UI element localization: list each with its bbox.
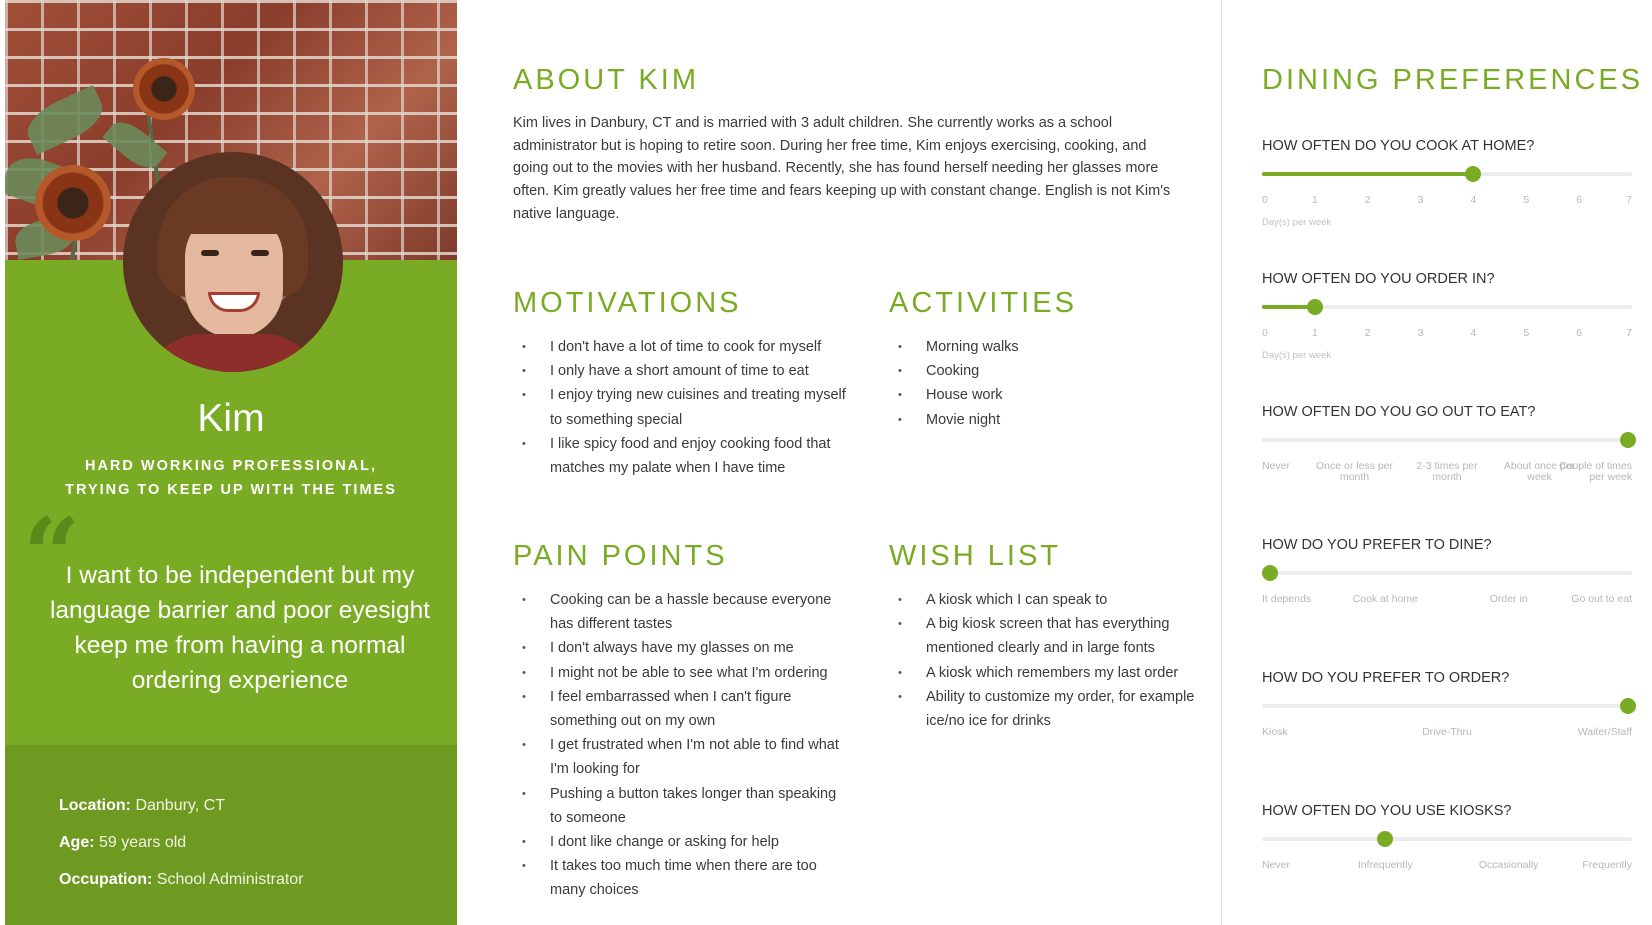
sunflower [133,58,195,120]
about-title: ABOUT KIM [513,64,699,96]
list-item: • Movie night [896,408,1216,432]
list-item: • Morning walks [896,335,1216,359]
question-label: HOW DO YOU PREFER TO ORDER? [1262,670,1510,686]
fact-location [59,795,304,832]
scale-label: 1 [1311,194,1318,206]
slider-track[interactable] [1262,172,1632,176]
persona-name: Kim [197,397,265,440]
leaf [20,85,109,155]
scale-label: Once or less per month [1315,460,1394,483]
preference-question [1262,401,1637,483]
list-item: • I feel embarrassed when I can't figure something out on my own [520,685,850,733]
list-item: • I don't have a lot of time to cook for myself [520,335,850,359]
slider-handle[interactable] [1307,299,1323,315]
preference-question [1262,667,1637,738]
question-label: HOW OFTEN DO YOU COOK AT HOME? [1262,138,1535,154]
scale-label: 1 [1311,327,1318,339]
scale-label: Cook at home [1352,593,1419,605]
scale-label: 7 [1626,194,1632,206]
slider-track[interactable] [1262,305,1632,309]
slider-track[interactable] [1262,438,1632,442]
slider-scale [1262,727,1632,757]
persona-facts [59,795,304,906]
sunflower [35,165,111,241]
scale-label: Go out to eat [1571,593,1632,605]
profile-panel [5,0,457,925]
question-label: HOW OFTEN DO YOU USE KIOSKS? [1262,803,1512,819]
list-item: • I don't always have my glasses on me [520,636,850,660]
persona-tagline [5,454,457,502]
preference-question [1262,534,1637,605]
list-item: • A kiosk which remembers my last order [896,661,1216,685]
fact-age [59,832,304,869]
fact-value: 59 years old [99,834,187,851]
scale-unit: Day(s) per week [1262,217,1332,228]
slider-scale [1262,860,1632,890]
list-item: • A kiosk which I can speak to [896,588,1216,612]
scale-label: 2-3 times per month [1416,460,1478,483]
list-item: • Cooking can be a hassle because everyone has different tastes [520,588,850,636]
wish-list [896,588,1216,733]
slider-handle[interactable] [1620,432,1636,448]
scale-label: About once per week [1503,460,1576,483]
quote-mark-icon: “ [23,496,81,614]
pain-points-title: PAIN POINTS [513,540,728,572]
slider-scale [1262,461,1632,491]
avatar [123,152,343,372]
scale-label: 0 [1262,327,1268,339]
tagline-line-2: TRYING TO KEEP UP WITH THE TIMES [65,482,397,498]
tagline-line-1: HARD WORKING PROFESSIONAL, [84,458,378,474]
scale-label: 4 [1470,194,1477,206]
scale-label: Occasionally [1478,859,1539,871]
slider-scale [1262,594,1632,624]
scale-label: Frequently [1582,859,1632,871]
scale-label: Never [1262,460,1291,472]
scale-label: 6 [1576,194,1583,206]
scale-unit: Day(s) per week [1262,350,1332,361]
scale-label: It depends [1262,593,1312,605]
scale-label: Kiosk [1262,726,1288,738]
scale-label: 4 [1470,327,1477,339]
motivations-list [520,335,850,480]
preference-question [1262,135,1637,228]
about-text: Kim lives in Danbury, CT and is married with 3 adult children. She currently works as a school administrator but is hoping to retire soon. During her free time, Kim enjoys exercising, cooking, and going out to the movies with her husband. Recently, she has found herself needing her glasses more often. Kim greatly values her free time and fears keeping up with constant change. English is not Kim's native language. [513,115,1171,222]
scale-label: Order in [1489,593,1528,605]
slider-fill [1262,172,1473,176]
slider-track[interactable] [1262,704,1632,708]
list-item: • I like spicy food and enjoy cooking food that matches my palate when I have time [520,432,850,480]
dining-preferences-title: DINING PREFERENCES [1262,64,1644,96]
scale-label: 7 [1626,327,1632,339]
question-label: HOW OFTEN DO YOU GO OUT TO EAT? [1262,404,1536,420]
scale-label: Couple of times per week [1559,460,1632,483]
scale-label: 3 [1417,194,1424,206]
scale-label: 0 [1262,194,1268,206]
list-item: • Cooking [896,359,1216,383]
fact-key: Location: [59,797,131,814]
wish-list-title: WISH LIST [889,540,1062,572]
question-label: HOW DO YOU PREFER TO DINE? [1262,537,1492,553]
slider-handle[interactable] [1377,831,1393,847]
list-item: • A big kiosk screen that has everything mentioned clearly and in large fonts [896,612,1216,660]
fact-key: Age: [59,834,95,851]
scale-label: Never [1262,859,1291,871]
slider-track[interactable] [1262,837,1632,841]
list-item: • I might not be able to see what I'm ordering [520,661,850,685]
preference-question [1262,268,1637,361]
motivations-title: MOTIVATIONS [513,287,742,319]
scale-label: Infrequently [1357,859,1413,871]
list-item: • I enjoy trying new cuisines and treating myself to something special [520,383,850,431]
scale-label: 2 [1364,327,1371,339]
scale-label: 3 [1417,327,1424,339]
fact-value: School Administrator [156,871,304,888]
fact-value: Danbury, CT [135,797,225,814]
scale-label: 5 [1523,327,1530,339]
fact-key: Occupation: [59,871,153,888]
list-item: • Ability to customize my order, for example ice/no ice for drinks [896,685,1216,733]
list-item: • I only have a short amount of time to eat [520,359,850,383]
activities-title: ACTIVITIES [889,287,1077,319]
column-divider [1221,0,1222,925]
list-item: • It takes too much time when there are too many choices [520,854,850,902]
fact-occupation [59,869,304,906]
preference-question [1262,800,1637,871]
question-label: HOW OFTEN DO YOU ORDER IN? [1262,271,1495,287]
slider-handle[interactable] [1620,698,1636,714]
activities-list [896,335,1216,432]
persona-quote: I want to be independent but my language barrier and poor eyesight keep me from having a normal ordering experience [49,562,430,694]
list-item: • I get frustrated when I'm not able to find what I'm looking for [520,733,850,781]
slider-track[interactable] [1262,571,1632,575]
list-item: • I dont like change or asking for help [520,830,850,854]
slider-handle[interactable] [1262,565,1278,581]
scale-label: 2 [1364,194,1371,206]
pain-points-list [520,588,850,903]
scale-label: Drive-Thru [1422,726,1472,738]
scale-label: 5 [1523,194,1530,206]
scale-label: 6 [1576,327,1583,339]
list-item: • House work [896,383,1216,407]
slider-handle[interactable] [1465,166,1481,182]
scale-label: Waiter/Staff [1577,726,1632,738]
list-item: • Pushing a button takes longer than speaking to someone [520,782,850,830]
